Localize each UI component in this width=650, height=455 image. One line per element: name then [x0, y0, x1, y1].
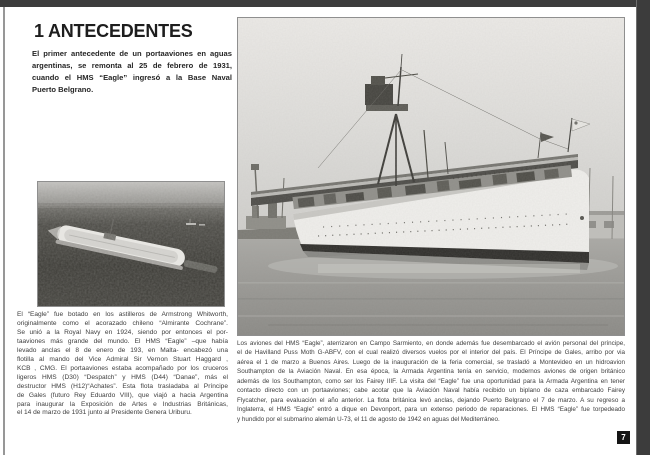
text-line: para inaugurar la Exposición de Artes e Industrias Británicas,	[17, 400, 228, 408]
text-line: Southampton de la Aviación Naval. En esa época, la Armada Argentina tenía en servicio, modernos aviones de origen británico	[237, 368, 625, 376]
text-line: el 14 de marzo de 1931 junto al Presidente Genera Uriburu.	[17, 409, 192, 417]
photo-grain	[38, 182, 224, 306]
page-title: 1 ANTECEDENTES	[34, 21, 193, 41]
text-line: y hundido por el submarino alemán U-73, el 11 de agosto de 1942 en aguas del Mediterráneo.	[237, 415, 500, 423]
text-line: ligeros HMS (D30) “Despatch” y HMS (D44) “Danae”, más el	[17, 373, 228, 381]
text-line: Inglaterra, el HMS “Eagle” entró a dique en Devonport, para un extenso periodo de reparaciones. El HMS “Eagle” fue torpedeado	[237, 406, 625, 414]
text-line: KCB , CMG. El portaaviones estaba acompañado por los cruceros	[17, 364, 228, 372]
text-line: Puerto Belgrano.	[32, 84, 94, 94]
photo-hms-eagle-harbor	[237, 17, 625, 336]
text-line: Los aviones del HMS “Eagle”, aterrizaron en Campo Sarmiento, en donde además fue desembarcado el avión personal del príncipe,	[237, 340, 625, 347]
text-line: cuando el HMS “Eagle” ingresó a la Base Naval	[32, 72, 232, 82]
photo-grain	[238, 18, 624, 335]
text-line: destructor HMS (H12)“Achates”. Esta flota trasladaba al Príncipe	[17, 382, 228, 390]
text-line: Flycatcher, para evaluación el año anterior. La flota británica levó anclas, dejando Puerto Belgrano el 7 de marzo. A su regreso a	[237, 396, 625, 404]
text-line: flotilla al mando del Vice Admiral Sir Vernon Stuart Haggard ,	[17, 355, 228, 363]
harbor-photo-illustration	[238, 18, 624, 335]
text-line: originalmente como el acorazado chileno “Almirante Cochrane”.	[17, 319, 228, 327]
text-line: argentinas, se remonta al 25 de febrero de 1931,	[32, 60, 232, 70]
left-column-caption	[17, 311, 228, 418]
text-line: de Gales (futuro Rey Eduardo VIII), que viajó a hacia Argentina	[17, 391, 228, 399]
text-line: taaviones más grande del mundo. El HMS “Eagle” –que había	[17, 337, 228, 345]
text-line: aérea el 1 de marzo a Buenos Aires. Luego de la inauguración de la feria comercial, se trasladó a Montevideo en un hidroavion	[237, 358, 625, 366]
aerial-sea-photo-illustration	[38, 182, 224, 306]
page-number-badge: 7	[617, 431, 630, 444]
document-page	[5, 7, 636, 455]
text-line: levado anclas el 8 de enero de 193, en Malta- encabezó una	[17, 346, 228, 354]
photo-hms-eagle-aerial	[37, 181, 225, 307]
viewer-frame-top	[0, 0, 650, 7]
intro-paragraph	[32, 48, 232, 96]
text-line: Se unió a la Royal Navy en 1924, siendo por entonces el por-	[17, 328, 228, 336]
viewer-frame-right	[636, 0, 650, 455]
text-line: el de Havilland Puss Moth G-ABFV, con el cual realizó diversos vuelos por el interior del país. El Príncipe de Gales, arribo por via	[237, 349, 625, 357]
text-line: contacto directo con un portaaviones; cabe acotar que la Aviación Naval había recibido un biplano de caza embarcado Fairey	[237, 387, 625, 395]
text-line: El primer antecedente de un portaaviones en aguas	[32, 49, 232, 58]
bottom-caption	[237, 339, 625, 424]
text-line: El “Eagle” fue botado en los astilleros de Armstrong Whitworth,	[17, 311, 228, 318]
text-line: además de los Southampton, como ser los Fairey IIIF. La visita del “Eagle” fue una oportunidad para la Armada Argentina en tener	[237, 377, 625, 385]
